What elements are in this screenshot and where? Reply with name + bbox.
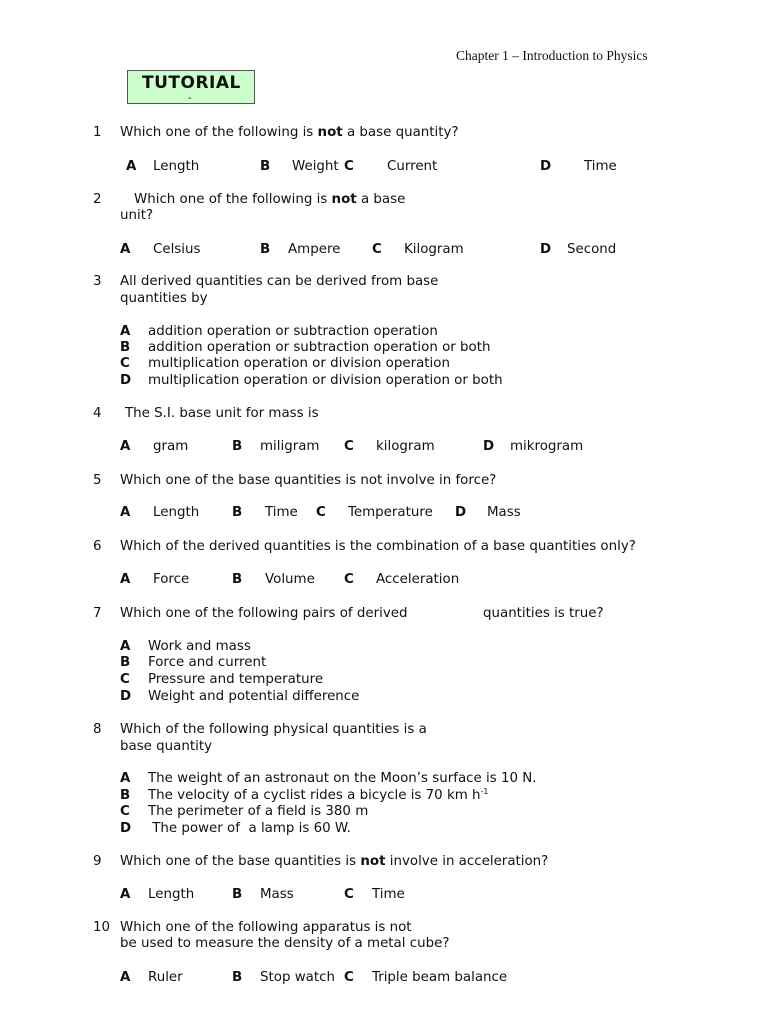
option-text: Work and mass — [148, 639, 251, 654]
option-letter: A — [120, 639, 131, 654]
option-text: mikrogram — [510, 439, 584, 454]
option-text: Mass — [487, 505, 521, 520]
option-letter: A — [120, 771, 131, 786]
question-number: 7 — [93, 606, 102, 621]
option-letter: C — [120, 672, 130, 687]
option-letter: C — [344, 970, 354, 985]
option-letter: D — [120, 373, 132, 388]
option-letter: B — [260, 159, 271, 174]
question-text: Which one of the following pairs of derived — [120, 606, 408, 621]
option-text: The weight of an astronaut on the Moon’s surface is 10 N. — [148, 771, 537, 786]
option-letter: D — [540, 159, 552, 174]
emphasis-not: not — [331, 192, 357, 207]
question-text: Which one of the following is not a base — [134, 192, 406, 207]
option-text: Weight — [292, 159, 339, 174]
option-letter: C — [316, 505, 326, 520]
option-letter: B — [232, 439, 243, 454]
option-text: Temperature — [348, 505, 433, 520]
option-text: The perimeter of a field is 380 m — [148, 804, 369, 819]
question-text: Which one of the base quantities is not involve in acceleration? — [120, 854, 549, 869]
question-text: Which of the derived quantities is the combination of a base quantities only? — [120, 539, 636, 554]
option-letter: B — [232, 887, 243, 902]
question-number: 1 — [93, 125, 102, 140]
question-number: 4 — [93, 406, 102, 421]
option-letter: D — [120, 689, 132, 704]
option-letter: A — [120, 970, 131, 985]
option-text: Volume — [265, 572, 315, 587]
option-letter: C — [344, 439, 354, 454]
option-text: The velocity of a cyclist rides a bicycle is 70 km $h^{-1}$ — [148, 787, 489, 803]
option-text: addition operation or subtraction operation or both — [148, 340, 491, 355]
option-text: Celsius — [153, 242, 201, 257]
option-letter: C — [120, 356, 130, 371]
question-number: 5 — [93, 473, 102, 488]
option-letter: A — [120, 572, 131, 587]
option-letter: A — [120, 242, 131, 257]
question-text-cont: quantities is true? — [483, 606, 604, 621]
option-letter: C — [372, 242, 382, 257]
chapter-header: Chapter 1 – Introduction to Physics — [456, 48, 648, 63]
question-text-line2: be used to measure the density of a metal cube? — [120, 936, 450, 951]
option-text: Ampere — [288, 242, 341, 257]
option-letter: D — [120, 821, 132, 836]
tutorial-dash: - — [188, 93, 192, 104]
question-text: Which of the following physical quantities is a — [120, 722, 427, 737]
option-text: Length — [153, 505, 200, 520]
option-text: Mass — [260, 887, 294, 902]
emphasis-not: not — [360, 854, 386, 869]
tutorial-box — [127, 70, 255, 104]
option-text: Kilogram — [404, 242, 464, 257]
question-number: 6 — [93, 539, 102, 554]
tutorial-title: TUTORIAL — [142, 73, 241, 93]
option-text: multiplication operation or division operation or both — [148, 373, 503, 388]
option-text: Acceleration — [376, 572, 460, 587]
question-text: The S.I. base unit for mass is — [125, 406, 319, 421]
question-text-line2: base quantity — [120, 739, 213, 754]
option-letter: D — [483, 439, 495, 454]
option-letter: A — [126, 159, 137, 174]
option-text: Force — [153, 572, 190, 587]
question-text: Which one of the following apparatus is not — [120, 920, 412, 935]
option-text: Stop watch — [260, 970, 335, 985]
option-letter: A — [120, 324, 131, 339]
question-number: 8 — [93, 722, 102, 737]
option-text: Force and current — [148, 655, 267, 670]
option-text: Pressure and temperature — [148, 672, 324, 687]
option-letter: B — [120, 340, 131, 355]
option-text: Time — [584, 159, 617, 174]
option-text: Time — [265, 505, 298, 520]
question-text: Which one of the following is not a base quantity? — [120, 125, 459, 140]
option-text: addition operation or subtraction operation — [148, 324, 438, 339]
option-letter: D — [455, 505, 467, 520]
question-text: Which one of the base quantities is not involve in force? — [120, 473, 497, 488]
option-text: kilogram — [376, 439, 435, 454]
question-text-line2: unit? — [120, 208, 154, 223]
option-letter: C — [344, 572, 354, 587]
superscript: -1 — [480, 787, 489, 796]
option-letter: B — [232, 970, 243, 985]
option-text: Length — [148, 887, 195, 902]
option-letter: A — [120, 887, 131, 902]
question-number: 10 — [93, 920, 111, 935]
option-text: Current — [387, 159, 438, 174]
option-text: Length — [153, 159, 200, 174]
option-text: miligram — [260, 439, 320, 454]
option-letter: C — [344, 159, 354, 174]
option-letter: A — [120, 505, 131, 520]
option-text: Second — [567, 242, 617, 257]
option-letter: A — [120, 439, 131, 454]
option-letter: B — [232, 505, 243, 520]
question-number: 2 — [93, 192, 102, 207]
option-text: Triple beam balance — [372, 970, 508, 985]
option-letter: B — [120, 655, 131, 670]
option-letter: B — [232, 572, 243, 587]
question-text: All derived quantities can be derived from base — [120, 274, 439, 289]
question-number: 3 — [93, 274, 102, 289]
option-text: multiplication operation or division operation — [148, 356, 450, 371]
option-letter: B — [120, 788, 131, 803]
option-text: Time — [372, 887, 405, 902]
option-letter: C — [344, 887, 354, 902]
option-letter: D — [540, 242, 552, 257]
option-text: Ruler — [148, 970, 183, 985]
question-text-line2: quantities by — [120, 291, 208, 306]
option-letter: B — [260, 242, 271, 257]
option-text: Weight and potential difference — [148, 689, 360, 704]
question-number: 9 — [93, 854, 102, 869]
emphasis-not: not — [317, 125, 343, 140]
option-text: The power of a lamp is 60 W. — [148, 821, 351, 836]
option-letter: C — [120, 804, 130, 819]
option-text: gram — [153, 439, 189, 454]
